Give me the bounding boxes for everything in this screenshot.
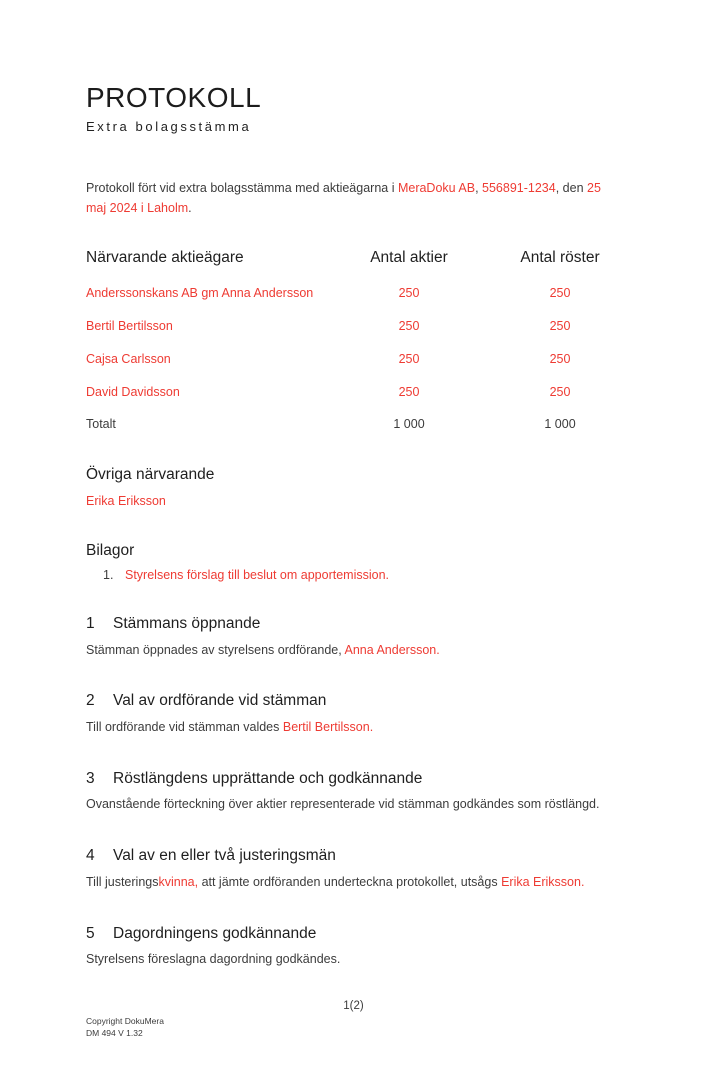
company-name: MeraDoku AB [397,181,476,196]
section-heading [86,847,626,866]
section-heading [86,615,626,634]
shareholder-name: David Davidsson [86,384,180,399]
document-page [0,82,707,1082]
shareholder-votes: 250 [549,351,571,366]
table-header-row [86,249,620,267]
section-body: Till ordförande vid stämman valdes Bertil Bertilsson. [86,720,374,735]
page-title: PROTOKOLL [86,82,262,113]
shareholder-name: Bertil Bertilsson [86,318,173,333]
chairperson-name: Anna Andersson. [344,642,440,657]
section-number: 1 [86,615,95,633]
shareholder-table [86,249,620,431]
attachment-text: Styrelsens förslag till beslut om apportemission. [125,568,390,583]
section-title: Val av en eller två justeringsmän [113,847,336,865]
intro-paragraph: Protokoll fört vid extra bolagsstämma med aktieägarna i MeraDoku AB, 556891-1234, den 25 maj 2024 i Laholm. [86,181,601,215]
section-number: 3 [86,769,95,787]
attachments-section [86,542,620,583]
section-title: Val av ordförande vid stämman [113,692,327,710]
shareholder-name: Anderssonskans AB gm Anna Andersson [86,285,314,300]
agenda-section-3 [86,770,626,814]
footer-copyright [86,1016,164,1040]
section-heading [86,770,626,789]
shareholder-votes: 250 [549,318,571,333]
shareholder-shares: 250 [398,384,420,399]
adjuster-gender-word: kvinna, [158,874,199,889]
section-number: 4 [86,847,95,865]
agenda-section-1 [86,615,626,659]
total-shares: 1 000 [393,416,425,431]
section-number: 5 [86,924,95,942]
agenda-section-5 [86,925,626,969]
table-row [86,385,620,399]
page-subtitle: Extra bolagsstämma [86,119,252,135]
shareholder-votes: 250 [549,285,571,300]
table-total-row [86,417,620,431]
section-heading [86,692,626,711]
section-number: 2 [86,692,95,710]
attachment-item [86,568,620,582]
shareholder-shares: 250 [398,351,420,366]
other-attendee-name: Erika Eriksson [86,493,166,508]
agenda-section-4 [86,847,626,891]
table-row [86,319,620,333]
total-label: Totalt [86,416,116,431]
section-title: Dagordningens godkännande [113,924,317,942]
shareholder-name: Cajsa Carlsson [86,351,171,366]
col-header-shares: Antal aktier [370,248,448,266]
shareholder-shares: 250 [398,285,420,300]
table-row [86,286,620,300]
others-present-section [86,466,620,508]
shareholder-shares: 250 [398,318,420,333]
section-title: Röstlängdens upprättande och godkännande [113,769,423,787]
table-row [86,352,620,366]
meeting-chair-name: Bertil Bertilsson. [282,720,374,735]
agenda-section-2 [86,692,626,736]
meeting-date-place: 25 maj 2024 i Laholm [86,181,601,215]
total-votes: 1 000 [544,416,576,431]
section-body: Ovanstående förteckning över aktier representerade vid stämman godkändes som röstlängd. [86,797,600,812]
section-heading [86,925,626,944]
page-number: 1(2) [343,1000,364,1012]
col-header-shareholders: Närvarande aktieägare [86,248,244,266]
document-id: DM 494 V 1.32 [86,1027,143,1038]
section-title: Stämmans öppnande [113,615,261,633]
section-body: Till justeringskvinna, att jämte ordföranden underteckna protokollet, utsågs Erika Eriksson. [86,874,585,889]
others-present-heading: Övriga närvarande [86,465,215,483]
adjuster-name: Erika Eriksson. [501,874,585,889]
col-header-votes: Antal röster [520,248,600,266]
section-body: Styrelsens föreslagna dagordning godkändes. [86,952,341,967]
org-number: 556891-1234 [482,181,556,196]
section-body: Stämman öppnades av styrelsens ordförande, Anna Andersson. [86,642,440,657]
attachments-heading: Bilagor [86,541,135,559]
intro-text: Protokoll fört vid extra bolagsstämma med aktieägarna i [86,181,398,196]
shareholder-votes: 250 [549,384,571,399]
copyright-line: Copyright DokuMera [86,1016,164,1026]
attachment-number: 1. [103,568,114,583]
